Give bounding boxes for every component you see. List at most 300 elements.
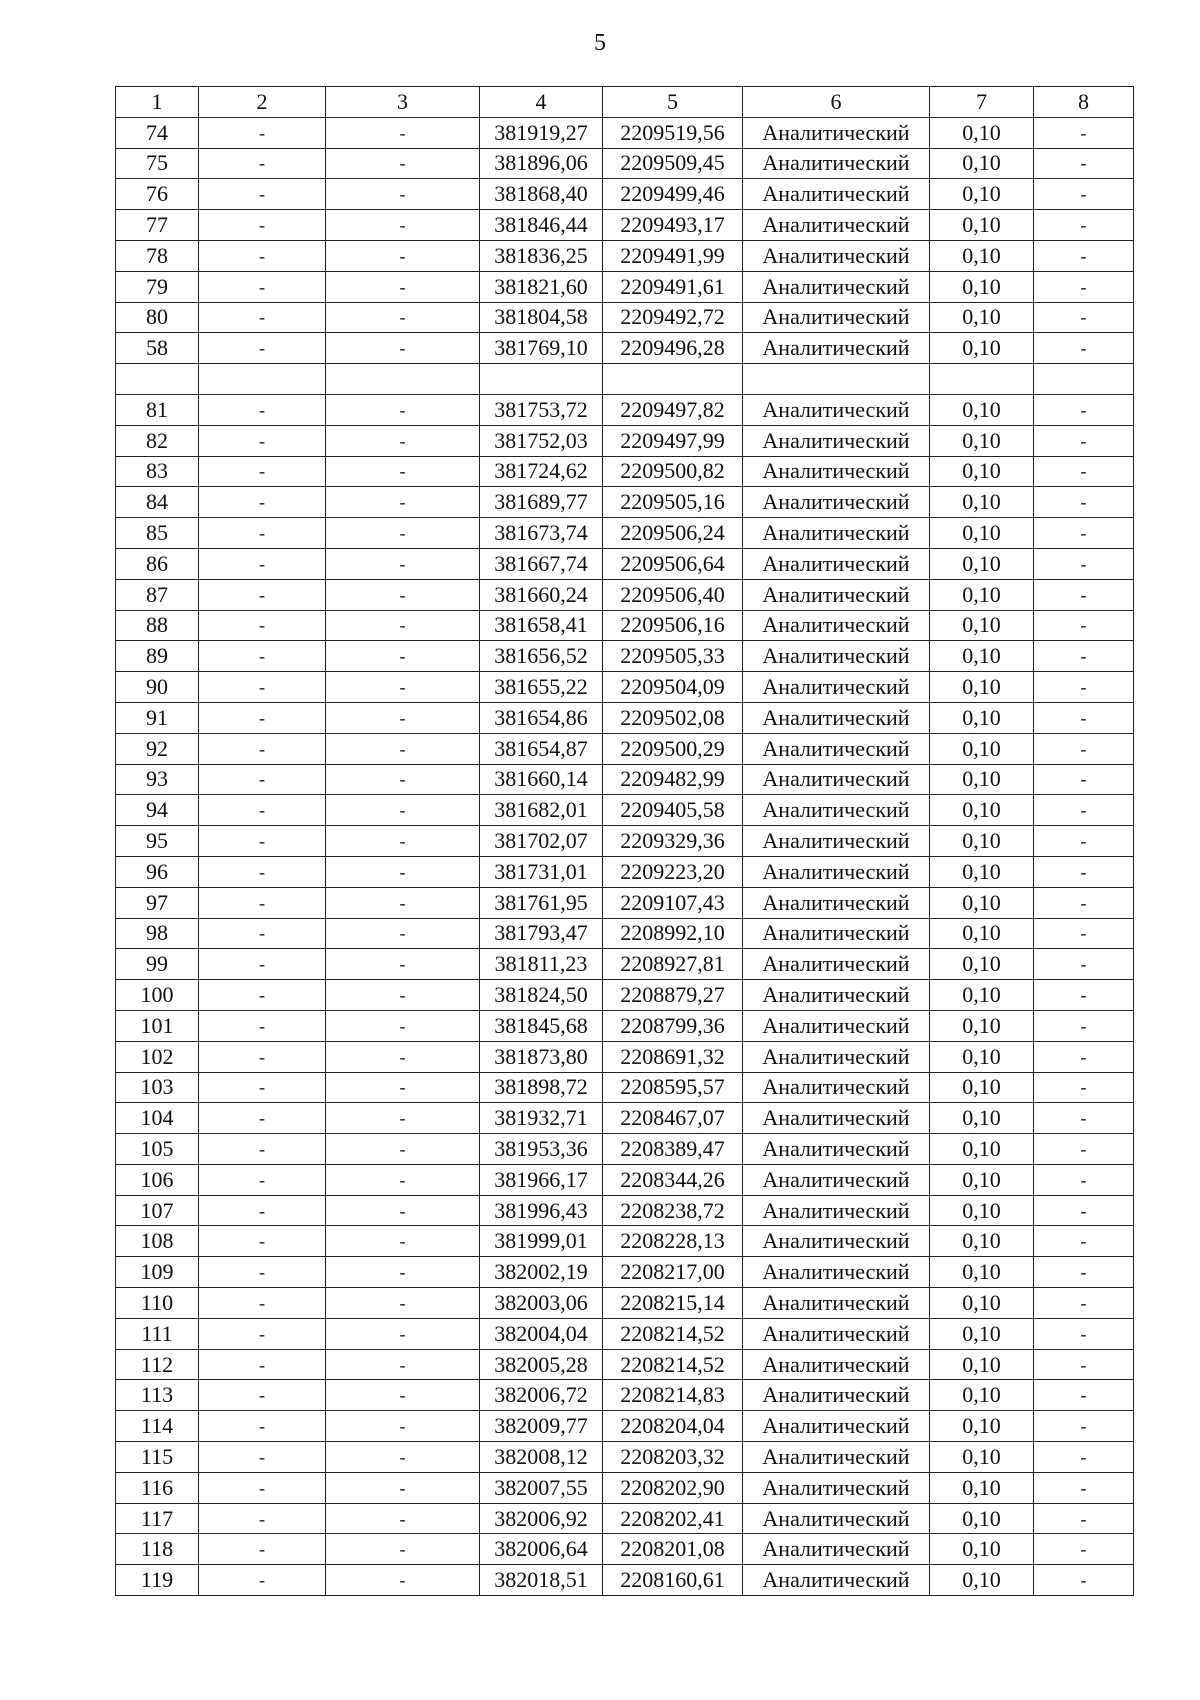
- table-cell: -: [1034, 394, 1134, 425]
- table-cell: Аналитический: [743, 795, 930, 826]
- table-cell: 0,10: [930, 1072, 1034, 1103]
- table-cell: -: [1034, 856, 1134, 887]
- table-row: [116, 1164, 1134, 1195]
- table-cell: -: [199, 240, 326, 271]
- table-cell: -: [1034, 1134, 1134, 1165]
- table-cell: Аналитический: [743, 826, 930, 857]
- table-cell: -: [199, 1103, 326, 1134]
- table-cell: Аналитический: [743, 1442, 930, 1473]
- table-cell: -: [199, 949, 326, 980]
- table-cell: -: [199, 1072, 326, 1103]
- table-cell: Аналитический: [743, 1103, 930, 1134]
- table-cell: 83: [116, 456, 199, 487]
- table-cell: -: [1034, 271, 1134, 302]
- table-cell: 93: [116, 764, 199, 795]
- table-cell: 0,10: [930, 795, 1034, 826]
- table-row: [116, 210, 1134, 241]
- table-cell: 2209509,45: [603, 148, 743, 179]
- table-cell: 0,10: [930, 1503, 1034, 1534]
- table-body: [116, 117, 1134, 1595]
- table-cell: Аналитический: [743, 548, 930, 579]
- table-cell: -: [199, 1134, 326, 1165]
- table-row: [116, 795, 1134, 826]
- table-cell: Аналитический: [743, 1134, 930, 1165]
- table-cell: Аналитический: [743, 1534, 930, 1565]
- table-row: [116, 364, 1134, 395]
- table-cell: -: [326, 548, 480, 579]
- table-cell: Аналитический: [743, 1349, 930, 1380]
- table-cell: 0,10: [930, 1041, 1034, 1072]
- table-cell: -: [1034, 1195, 1134, 1226]
- table-cell: -: [199, 1565, 326, 1596]
- table-cell: -: [326, 1010, 480, 1041]
- table-cell: 2209223,20: [603, 856, 743, 887]
- table-cell: Аналитический: [743, 487, 930, 518]
- table-cell: 99: [116, 949, 199, 980]
- table-cell: -: [199, 333, 326, 364]
- table-cell: 2209107,43: [603, 887, 743, 918]
- table-cell: 2208238,72: [603, 1195, 743, 1226]
- table-cell: 2209506,24: [603, 518, 743, 549]
- table-cell: -: [326, 733, 480, 764]
- table-cell: -: [326, 1288, 480, 1319]
- table-cell: 0,10: [930, 1380, 1034, 1411]
- table-cell: 382018,51: [480, 1565, 603, 1596]
- table-cell: 381811,23: [480, 949, 603, 980]
- table-cell: 381873,80: [480, 1041, 603, 1072]
- table-cell: 381731,01: [480, 856, 603, 887]
- table-cell: 381761,95: [480, 887, 603, 918]
- table-cell: 381898,72: [480, 1072, 603, 1103]
- table-row: [116, 302, 1134, 333]
- table-cell: -: [199, 1442, 326, 1473]
- table-cell: 381660,24: [480, 579, 603, 610]
- table-cell: -: [1034, 887, 1134, 918]
- table-cell: 2208215,14: [603, 1288, 743, 1319]
- table-cell: -: [199, 1257, 326, 1288]
- table-cell: 381655,22: [480, 672, 603, 703]
- table-row: [116, 240, 1134, 271]
- table-cell: 0,10: [930, 117, 1034, 148]
- table-cell: Аналитический: [743, 179, 930, 210]
- table-cell: [930, 364, 1034, 395]
- table-cell: 381702,07: [480, 826, 603, 857]
- table-cell: 0,10: [930, 302, 1034, 333]
- table-cell: 2209496,28: [603, 333, 743, 364]
- table-cell: [1034, 364, 1134, 395]
- table-row: [116, 394, 1134, 425]
- table-cell: 0,10: [930, 826, 1034, 857]
- table-cell: 2209506,40: [603, 579, 743, 610]
- table-cell: -: [326, 856, 480, 887]
- table-cell: Аналитический: [743, 887, 930, 918]
- table-cell: -: [1034, 148, 1134, 179]
- table-cell: 2208467,07: [603, 1103, 743, 1134]
- table-row: [116, 672, 1134, 703]
- table-cell: 381919,27: [480, 117, 603, 148]
- table-row: [116, 1195, 1134, 1226]
- table-cell: 2209497,82: [603, 394, 743, 425]
- table-cell: 0,10: [930, 210, 1034, 241]
- table-cell: -: [326, 1226, 480, 1257]
- table-cell: -: [326, 1164, 480, 1195]
- table-cell: 108: [116, 1226, 199, 1257]
- table-row: [116, 333, 1134, 364]
- table-cell: 381824,50: [480, 980, 603, 1011]
- table-cell: Аналитический: [743, 949, 930, 980]
- table-cell: -: [326, 1195, 480, 1226]
- table-cell: -: [199, 148, 326, 179]
- page-number: 5: [594, 30, 606, 56]
- table-cell: Аналитический: [743, 1072, 930, 1103]
- column-header: 1: [116, 87, 199, 118]
- table-row: [116, 1534, 1134, 1565]
- table-cell: -: [199, 487, 326, 518]
- table-cell: 2208691,32: [603, 1041, 743, 1072]
- table-cell: 0,10: [930, 672, 1034, 703]
- table-cell: -: [1034, 1041, 1134, 1072]
- table-cell: 2209500,82: [603, 456, 743, 487]
- table-cell: 0,10: [930, 518, 1034, 549]
- table-cell: -: [199, 1380, 326, 1411]
- table-cell: 2208217,00: [603, 1257, 743, 1288]
- table-cell: 0,10: [930, 1288, 1034, 1319]
- table-cell: Аналитический: [743, 980, 930, 1011]
- table-cell: -: [1034, 980, 1134, 1011]
- table-cell: -: [1034, 210, 1134, 241]
- table-cell: 0,10: [930, 487, 1034, 518]
- table-cell: 381656,52: [480, 641, 603, 672]
- table-cell: 0,10: [930, 240, 1034, 271]
- table-cell: 0,10: [930, 1195, 1034, 1226]
- table-cell: 103: [116, 1072, 199, 1103]
- table-cell: 381999,01: [480, 1226, 603, 1257]
- table-row: [116, 518, 1134, 549]
- table-cell: -: [1034, 641, 1134, 672]
- table-cell: Аналитический: [743, 117, 930, 148]
- table-cell: Аналитический: [743, 856, 930, 887]
- table-row: [116, 1103, 1134, 1134]
- table-cell: -: [326, 980, 480, 1011]
- table-cell: -: [1034, 579, 1134, 610]
- table-cell: 58: [116, 333, 199, 364]
- table-row: [116, 456, 1134, 487]
- column-header: 4: [480, 87, 603, 118]
- column-header: 8: [1034, 87, 1134, 118]
- table-cell: 96: [116, 856, 199, 887]
- table-cell: 113: [116, 1380, 199, 1411]
- table-cell: -: [1034, 456, 1134, 487]
- table-cell: Аналитический: [743, 641, 930, 672]
- table-cell: 0,10: [930, 1010, 1034, 1041]
- table-row: [116, 856, 1134, 887]
- table-cell: 381769,10: [480, 333, 603, 364]
- table-row: [116, 1288, 1134, 1319]
- coordinates-table: [115, 86, 1134, 1596]
- table-cell: -: [199, 117, 326, 148]
- table-cell: -: [199, 856, 326, 887]
- table-cell: 0,10: [930, 1349, 1034, 1380]
- table-cell: 0,10: [930, 949, 1034, 980]
- table-cell: -: [326, 1257, 480, 1288]
- table-cell: 117: [116, 1503, 199, 1534]
- table-cell: 381846,44: [480, 210, 603, 241]
- table-cell: -: [1034, 1503, 1134, 1534]
- table-cell: -: [1034, 826, 1134, 857]
- table-cell: -: [326, 1503, 480, 1534]
- table-cell: Аналитический: [743, 1257, 930, 1288]
- table-cell: -: [1034, 1380, 1134, 1411]
- table-cell: 100: [116, 980, 199, 1011]
- table-cell: 381996,43: [480, 1195, 603, 1226]
- table-cell: 2209482,99: [603, 764, 743, 795]
- table-cell: 381932,71: [480, 1103, 603, 1134]
- table-cell: 0,10: [930, 548, 1034, 579]
- table-cell: 2208799,36: [603, 1010, 743, 1041]
- table-cell: 97: [116, 887, 199, 918]
- table-cell: 381667,74: [480, 548, 603, 579]
- table-cell: -: [326, 1534, 480, 1565]
- table-cell: 95: [116, 826, 199, 857]
- table-cell: Аналитический: [743, 456, 930, 487]
- table-cell: 107: [116, 1195, 199, 1226]
- table-cell: 381836,25: [480, 240, 603, 271]
- table-cell: 2209505,33: [603, 641, 743, 672]
- table-cell: 2208201,08: [603, 1534, 743, 1565]
- table-cell: -: [1034, 1072, 1134, 1103]
- table-cell: 81: [116, 394, 199, 425]
- table-cell: -: [326, 795, 480, 826]
- table-cell: -: [199, 1226, 326, 1257]
- table-cell: -: [199, 702, 326, 733]
- table-row: [116, 1503, 1134, 1534]
- table-cell: Аналитический: [743, 1195, 930, 1226]
- table-cell: 381654,86: [480, 702, 603, 733]
- table-cell: -: [199, 1534, 326, 1565]
- table-cell: 0,10: [930, 641, 1034, 672]
- table-cell: -: [326, 1472, 480, 1503]
- column-header: 6: [743, 87, 930, 118]
- table-cell: 106: [116, 1164, 199, 1195]
- table-cell: -: [326, 394, 480, 425]
- table-cell: 2209491,61: [603, 271, 743, 302]
- table-cell: 2208202,90: [603, 1472, 743, 1503]
- table-cell: -: [1034, 518, 1134, 549]
- table-row: [116, 641, 1134, 672]
- table-row: [116, 1349, 1134, 1380]
- table-cell: -: [199, 672, 326, 703]
- table-cell: 381845,68: [480, 1010, 603, 1041]
- table-cell: 104: [116, 1103, 199, 1134]
- table-cell: 0,10: [930, 702, 1034, 733]
- table-cell: -: [1034, 1010, 1134, 1041]
- table-cell: -: [326, 333, 480, 364]
- table-cell: 2208214,52: [603, 1349, 743, 1380]
- table-cell: 115: [116, 1442, 199, 1473]
- table-cell: -: [1034, 764, 1134, 795]
- table-cell: 381953,36: [480, 1134, 603, 1165]
- table-row: [116, 1411, 1134, 1442]
- table-cell: -: [326, 456, 480, 487]
- table-cell: 105: [116, 1134, 199, 1165]
- table-cell: [199, 364, 326, 395]
- table-cell: 381660,14: [480, 764, 603, 795]
- table-row: [116, 1257, 1134, 1288]
- table-cell: Аналитический: [743, 210, 930, 241]
- table-cell: 0,10: [930, 980, 1034, 1011]
- table-cell: 2209499,46: [603, 179, 743, 210]
- table-cell: 382009,77: [480, 1411, 603, 1442]
- table-cell: 2209492,72: [603, 302, 743, 333]
- table-cell: 381966,17: [480, 1164, 603, 1195]
- table-cell: -: [199, 518, 326, 549]
- table-cell: Аналитический: [743, 1318, 930, 1349]
- table-cell: -: [199, 980, 326, 1011]
- table-cell: -: [1034, 548, 1134, 579]
- table-cell: 0,10: [930, 1257, 1034, 1288]
- table-cell: -: [326, 641, 480, 672]
- table-row: [116, 1010, 1134, 1041]
- table-cell: 2208389,47: [603, 1134, 743, 1165]
- table-row: [116, 117, 1134, 148]
- table-cell: Аналитический: [743, 918, 930, 949]
- table-cell: 79: [116, 271, 199, 302]
- table-cell: -: [199, 610, 326, 641]
- table-cell: 382005,28: [480, 1349, 603, 1380]
- table-cell: -: [1034, 1318, 1134, 1349]
- table-cell: Аналитический: [743, 1411, 930, 1442]
- table-cell: 381753,72: [480, 394, 603, 425]
- table-cell: 381752,03: [480, 425, 603, 456]
- table-cell: Аналитический: [743, 610, 930, 641]
- table-cell: 86: [116, 548, 199, 579]
- table-cell: 0,10: [930, 1411, 1034, 1442]
- table-cell: 75: [116, 148, 199, 179]
- table-cell: -: [326, 887, 480, 918]
- table-row: [116, 148, 1134, 179]
- table-cell: 0,10: [930, 887, 1034, 918]
- table-cell: 381689,77: [480, 487, 603, 518]
- table-row: [116, 425, 1134, 456]
- table-row: [116, 1041, 1134, 1072]
- table-cell: -: [1034, 117, 1134, 148]
- table-cell: -: [199, 548, 326, 579]
- table-row: [116, 918, 1134, 949]
- table-cell: 102: [116, 1041, 199, 1072]
- table-cell: Аналитический: [743, 1288, 930, 1319]
- table-cell: 2208927,81: [603, 949, 743, 980]
- table-cell: Аналитический: [743, 240, 930, 271]
- table-cell: -: [199, 1195, 326, 1226]
- table-cell: -: [199, 733, 326, 764]
- table-cell: -: [326, 918, 480, 949]
- table-cell: 89: [116, 641, 199, 672]
- table-row: [116, 271, 1134, 302]
- table-cell: 2208344,26: [603, 1164, 743, 1195]
- table-row: [116, 980, 1134, 1011]
- table-cell: 382008,12: [480, 1442, 603, 1473]
- table-cell: -: [1034, 795, 1134, 826]
- table-cell: Аналитический: [743, 271, 930, 302]
- table-cell: 2208228,13: [603, 1226, 743, 1257]
- table-cell: 109: [116, 1257, 199, 1288]
- table-cell: 77: [116, 210, 199, 241]
- table-cell: -: [326, 579, 480, 610]
- table-cell: 2208202,41: [603, 1503, 743, 1534]
- table-cell: -: [199, 456, 326, 487]
- table-cell: 2208160,61: [603, 1565, 743, 1596]
- table-cell: -: [326, 148, 480, 179]
- table-cell: Аналитический: [743, 1380, 930, 1411]
- table-cell: -: [1034, 302, 1134, 333]
- table-cell: 0,10: [930, 271, 1034, 302]
- table-cell: 0,10: [930, 394, 1034, 425]
- table-cell: 2208992,10: [603, 918, 743, 949]
- table-cell: Аналитический: [743, 702, 930, 733]
- table-cell: 98: [116, 918, 199, 949]
- table-cell: 0,10: [930, 918, 1034, 949]
- table-cell: 84: [116, 487, 199, 518]
- table-cell: 382006,64: [480, 1534, 603, 1565]
- table-row: [116, 579, 1134, 610]
- table-cell: 2208204,04: [603, 1411, 743, 1442]
- table-cell: Аналитический: [743, 1503, 930, 1534]
- table-cell: 80: [116, 302, 199, 333]
- table-cell: -: [199, 271, 326, 302]
- table-cell: -: [326, 1349, 480, 1380]
- table-row: [116, 1380, 1134, 1411]
- table-cell: 2209506,64: [603, 548, 743, 579]
- column-header: 3: [326, 87, 480, 118]
- table-cell: -: [326, 487, 480, 518]
- table-cell: -: [326, 1103, 480, 1134]
- table-cell: -: [326, 518, 480, 549]
- table-cell: -: [326, 1442, 480, 1473]
- table-cell: -: [199, 887, 326, 918]
- table-cell: Аналитический: [743, 1010, 930, 1041]
- table-cell: 0,10: [930, 1164, 1034, 1195]
- table-cell: 2208203,32: [603, 1442, 743, 1473]
- table-cell: -: [326, 672, 480, 703]
- table-cell: -: [199, 1288, 326, 1319]
- table-cell: -: [326, 1411, 480, 1442]
- table-cell: -: [1034, 1534, 1134, 1565]
- table-cell: -: [199, 795, 326, 826]
- table-cell: Аналитический: [743, 302, 930, 333]
- table-cell: -: [1034, 1257, 1134, 1288]
- table-row: [116, 1072, 1134, 1103]
- table-row: [116, 702, 1134, 733]
- header-row: [116, 87, 1134, 118]
- table-cell: 382006,72: [480, 1380, 603, 1411]
- table-cell: 0,10: [930, 148, 1034, 179]
- column-header: 5: [603, 87, 743, 118]
- table-cell: -: [326, 1318, 480, 1349]
- table-cell: -: [199, 1503, 326, 1534]
- table-cell: -: [199, 302, 326, 333]
- table-cell: 2209519,56: [603, 117, 743, 148]
- table-cell: -: [326, 210, 480, 241]
- table-cell: -: [1034, 333, 1134, 364]
- table-cell: 382006,92: [480, 1503, 603, 1534]
- table-cell: -: [326, 302, 480, 333]
- table-cell: 381682,01: [480, 795, 603, 826]
- table-cell: 78: [116, 240, 199, 271]
- table-cell: Аналитический: [743, 518, 930, 549]
- table-row: [116, 487, 1134, 518]
- table-cell: Аналитический: [743, 333, 930, 364]
- table-cell: 2208595,57: [603, 1072, 743, 1103]
